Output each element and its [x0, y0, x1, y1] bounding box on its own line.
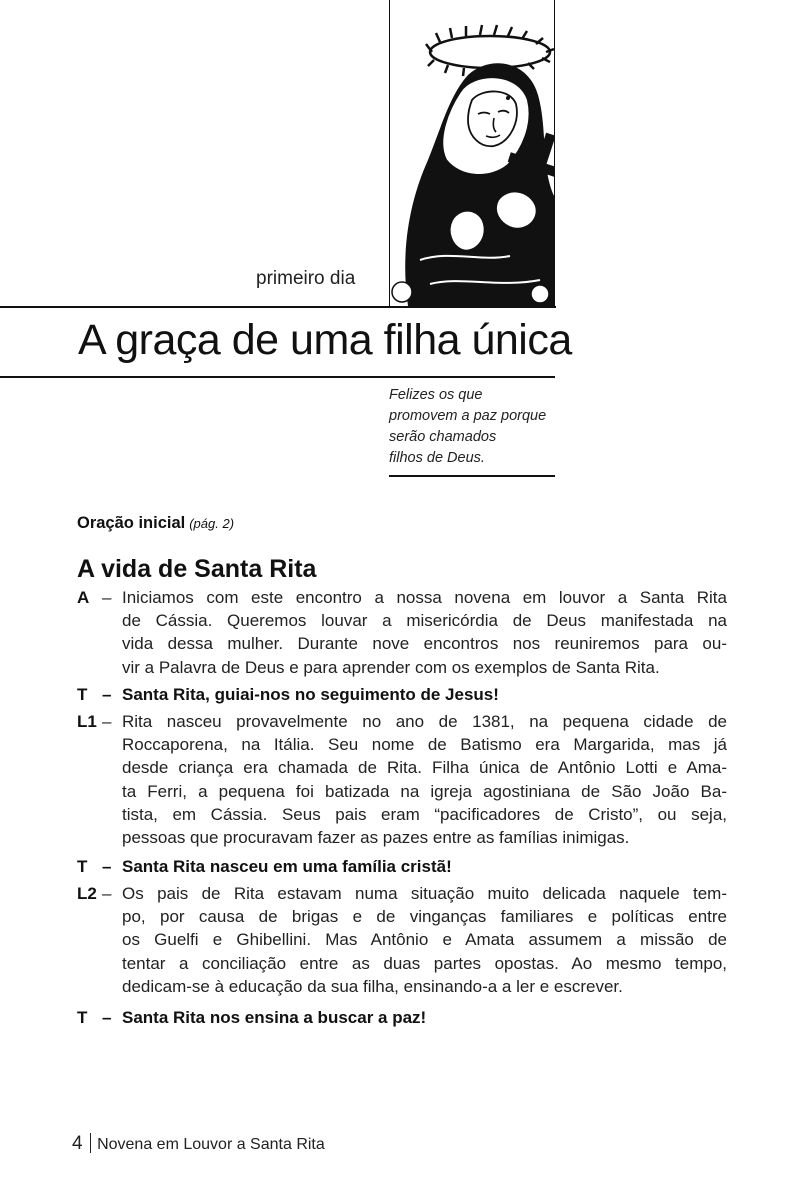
dialogue-paragraph [77, 710, 727, 849]
dash: – [102, 1008, 112, 1027]
speaker-label: T [77, 1008, 88, 1027]
divider-top [0, 306, 556, 308]
page-footer [72, 1133, 325, 1155]
text-line: os Guelfi e Ghibellini. Mas Antônio e Amata assumem a missão de [122, 930, 727, 950]
text-line: dedicam-se à educação da sua filha, ensinando-a a ler e escrever. [122, 976, 623, 996]
paragraph-text [122, 855, 727, 878]
dash: – [102, 685, 112, 704]
speaker-label: T [77, 857, 88, 876]
text-line: vida dessa mulher. Durante nove encontros nos reuniremos para ou- [122, 634, 727, 654]
text-line: Rita nasceu provavelmente no ano de 1381, na pequena cidade de [122, 712, 727, 731]
speaker-label: A [77, 588, 90, 607]
text-line: po, por causa de brigas e de vinganças familiares e políticas entre [122, 907, 727, 927]
text-line: tista, em Cássia. Seus pais eram “pacificadores de Cristo”, ou seja, [122, 804, 727, 824]
text-line: pessoas que procuravam fazer as pazes entre as famílias inimigas. [122, 828, 630, 848]
speaker-label: L2 [77, 884, 97, 903]
dash: – [102, 857, 112, 876]
opening-prayer-label: Oração inicial [77, 514, 186, 532]
paragraph-text [122, 710, 727, 849]
speaker-label: L1 [77, 712, 97, 731]
page-title: A graça de uma filha única [78, 316, 572, 364]
section-heading: A vida de Santa Rita [77, 555, 317, 583]
quote-line: Felizes os que [389, 387, 483, 403]
text-line: ta Ferri, a pequena foi batizada na igreja agostiniana de São João Ba- [122, 781, 727, 801]
opening-prayer-ref: (pág. 2) [189, 516, 235, 531]
speaker-label: T [77, 685, 88, 704]
paragraph-text [122, 683, 727, 706]
text-line: Santa Rita, guiai-nos no seguimento de Jesus! [122, 685, 499, 704]
text-line: Os pais de Rita estavam numa situação muito delicada naquele tem- [122, 884, 727, 903]
santa-rita-illustration [389, 0, 555, 306]
quote-line: filhos de Deus. [389, 450, 485, 466]
text-line: Santa Rita nos ensina a buscar a paz! [122, 1008, 427, 1027]
text-line: Roccaporena, na Itália. Seu nome de Batismo era Margarida, mas já [122, 735, 727, 755]
dialogue-paragraph [77, 882, 727, 998]
paragraph-text [122, 586, 727, 679]
divider-quote [389, 475, 555, 477]
opening-prayer-heading [77, 514, 234, 533]
text-line: de Cássia. Queremos louvar a misericórdia de Deus manifestada na [122, 611, 727, 631]
text-line: vir a Palavra de Deus e para aprender com os exemplos de Santa Rita. [122, 657, 660, 677]
response-line [77, 683, 727, 706]
paragraph-text [122, 1006, 727, 1029]
quote-line: promovem a paz porque [389, 408, 547, 424]
response-line [77, 855, 727, 878]
divider-title [0, 376, 555, 378]
dash: – [102, 712, 112, 731]
text-line: desde criança era chamada de Rita. Filha única de Antônio Lotti e Ama- [122, 758, 727, 778]
text-line: Iniciamos com este encontro a nossa novena em louvor a Santa Rita [122, 588, 727, 607]
day-label: primeiro dia [256, 268, 356, 289]
book-title: Novena em Louvor a Santa Rita [97, 1136, 325, 1153]
dialogue-paragraph [77, 586, 727, 679]
response-line [77, 1006, 727, 1029]
dash: – [102, 588, 112, 607]
page-number: 4 [72, 1133, 83, 1154]
footer-separator [90, 1133, 92, 1153]
dash: – [102, 884, 112, 903]
epigraph-quote [389, 385, 589, 469]
paragraph-text [122, 882, 727, 998]
text-line: tentar a conciliação entre as duas partes opostas. Ao mesmo tempo, [122, 953, 727, 973]
text-line: Santa Rita nasceu em uma família cristã! [122, 857, 452, 876]
quote-line: serão chamados [389, 429, 497, 445]
